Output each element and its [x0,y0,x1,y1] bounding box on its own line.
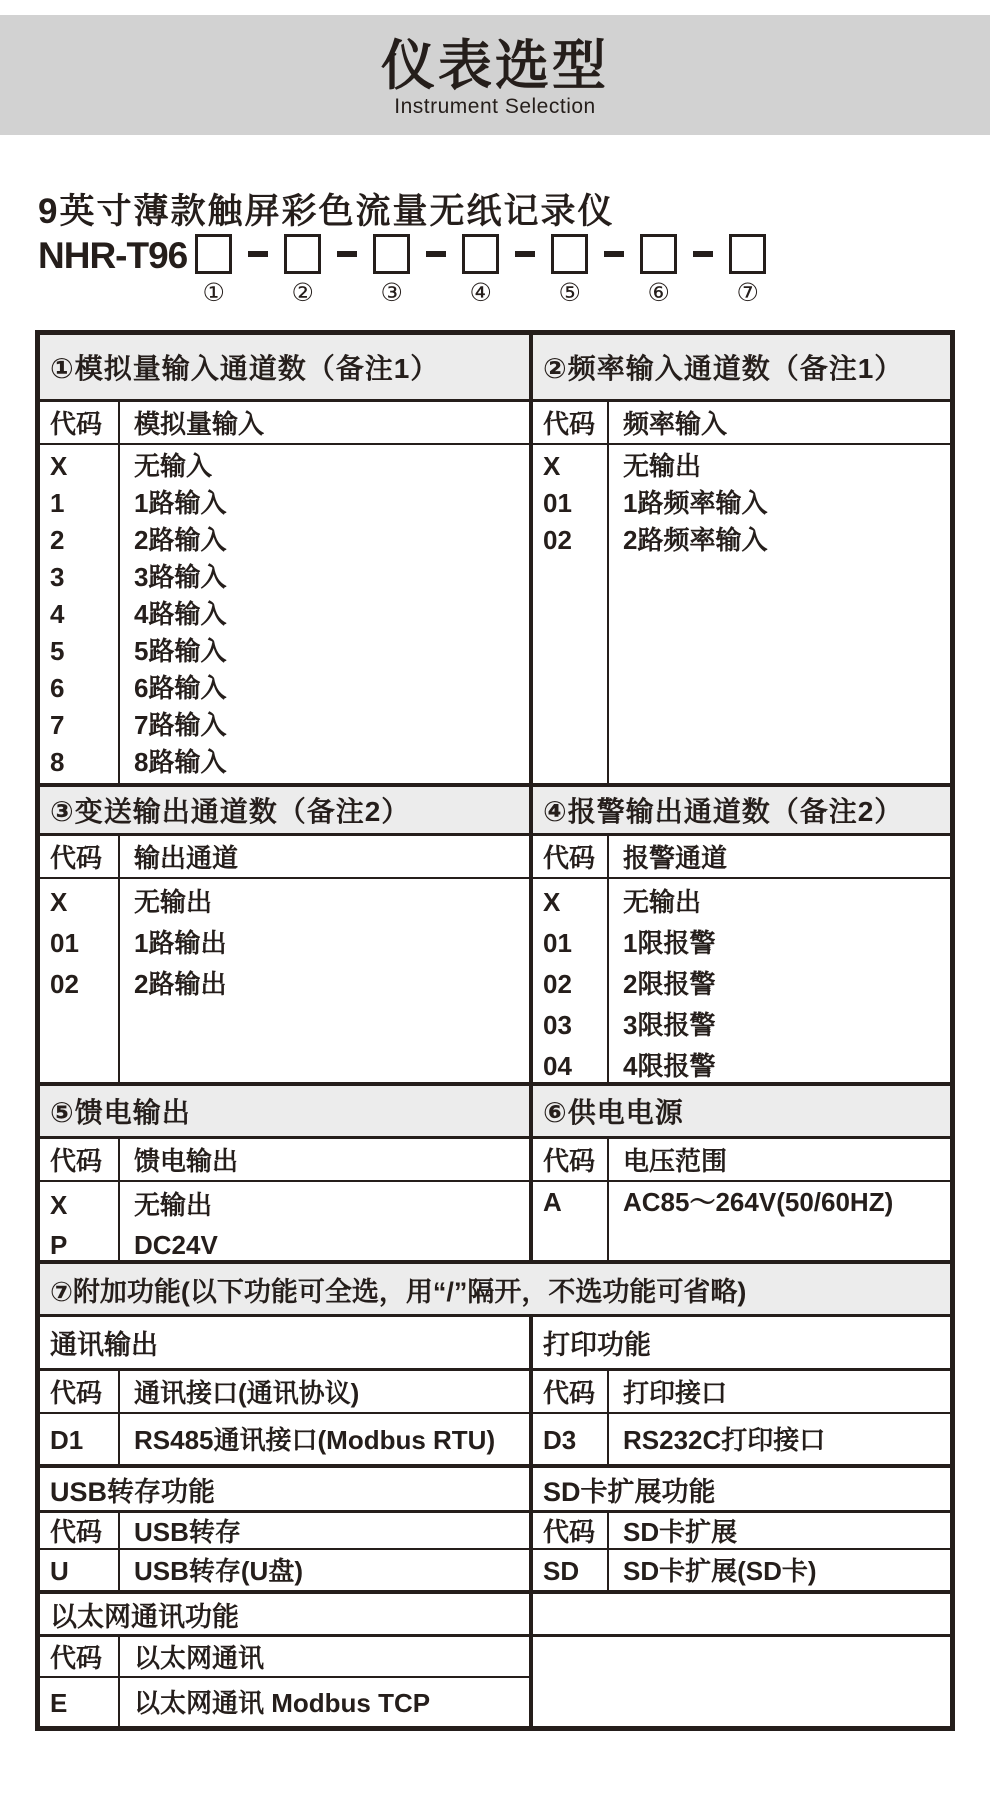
code-desc: RS485通讯接口(Modbus RTU) [134,1425,496,1455]
code-value: 01 [543,488,572,518]
code-value: 02 [543,525,572,555]
model-dash [248,251,268,257]
banner-subtitle: Instrument Selection [394,94,596,118]
body-band [40,1180,950,1260]
code-desc: RS232C打印接口 [623,1425,826,1455]
code-desc: SD卡扩展(SD卡) [623,1556,817,1586]
column-header-desc: 电压范围 [623,1146,728,1176]
model-code-row [38,234,766,306]
model-code-box [195,234,232,274]
code-value: 7 [50,710,65,740]
column-header-desc: 以太网通讯 [134,1643,265,1673]
column-header-code: 代码 [533,1513,609,1548]
model-code-box [373,234,410,274]
code-value: D3 [543,1425,577,1455]
section-header-band-7 [40,1260,950,1314]
column-header-code: 代码 [40,402,120,443]
model-code-box [729,234,766,274]
column-header-code: 代码 [533,1139,609,1180]
column-header-band [40,399,950,443]
desc-column [609,445,950,783]
body-band [40,877,950,1082]
code-value: 2 [50,525,65,555]
code-column [533,1550,609,1590]
model-dash [426,251,446,257]
code-desc: 无输出 [623,451,702,481]
code-value: 01 [50,928,79,958]
column-header-band [40,1510,950,1548]
column-header-desc: 报警通道 [623,843,728,873]
model-position-6 [640,234,677,306]
section-5-title: ⑤馈电输出 [50,1097,191,1128]
position-marker: ② [291,279,314,307]
desc-column [120,1182,529,1260]
code-desc: AC85～264V(50/60HZ) [623,1187,894,1217]
code-desc: 2路输出 [134,969,227,999]
code-value: A [543,1187,562,1217]
code-value: X [543,887,561,917]
code-desc: 8路输入 [134,747,227,777]
section-6-title: ⑥供电电源 [543,1097,684,1128]
position-marker: ⑤ [558,279,581,307]
column-header-code: 代码 [533,836,609,877]
code-column [40,1414,120,1464]
section-header-band-1-2 [40,335,950,399]
code-value: 4 [50,599,65,629]
section-2-title: ②频率输入通道数（备注1） [543,353,904,384]
column-header-desc: 模拟量输入 [134,409,265,439]
position-marker: ⑦ [736,279,759,307]
code-desc: 2限报警 [623,969,716,999]
code-desc: 无输出 [623,887,702,917]
model-dash [337,251,357,257]
code-column [40,1550,120,1590]
code-column [40,1678,120,1726]
column-header-code: 代码 [40,1371,120,1412]
section-7-title: ⑦附加功能(以下功能可全选，用“/”隔开，不选功能可省略) [40,1264,950,1314]
position-marker: ① [202,279,225,307]
desc-column [120,1550,529,1590]
code-column [533,445,609,783]
subsection-header-band [40,1590,950,1634]
code-value: U [50,1556,69,1586]
code-desc: 1路输入 [134,488,227,518]
code-value: 1 [50,488,65,518]
code-desc: 无输出 [134,1190,213,1220]
code-desc: 6路输入 [134,673,227,703]
code-desc: 3限报警 [623,1010,716,1040]
column-header-code: 代码 [40,1139,120,1180]
model-position-3 [373,234,410,306]
subsection-print-title: 打印功能 [543,1330,651,1360]
model-dash [604,251,624,257]
empty-cell [529,1594,950,1634]
model-position-7 [729,234,766,306]
column-header-desc: 输出通道 [134,843,239,873]
code-column [533,1414,609,1464]
code-value: 04 [543,1051,572,1081]
code-desc: 无输入 [134,451,213,481]
model-code-box [462,234,499,274]
body-band [40,443,950,783]
code-value: E [50,1688,68,1718]
selection-table [35,330,955,1731]
model-position-2 [284,234,321,306]
code-value: 5 [50,636,65,666]
column-header-desc: USB转存 [134,1517,241,1547]
code-desc: 4限报警 [623,1051,716,1081]
section-4-title: ④报警输出通道数（备注2） [543,796,904,827]
ethernet-band [40,1634,950,1726]
column-header-code: 代码 [40,1637,120,1676]
model-code-box [284,234,321,274]
code-value: D1 [50,1425,84,1455]
model-code-box [640,234,677,274]
subsection-usb-title: USB转存功能 [50,1476,216,1507]
code-value: 03 [543,1010,572,1040]
code-column [533,879,609,1082]
page-banner [0,15,990,135]
position-marker: ③ [380,279,403,307]
desc-column [609,1182,950,1260]
column-header-desc: 通讯接口(通讯协议) [134,1378,360,1408]
desc-column [120,1678,529,1726]
code-desc: 4路输入 [134,599,227,629]
code-value: 3 [50,562,65,592]
code-desc: 无输出 [134,887,213,917]
code-column [40,1182,120,1260]
column-header-band [40,1368,950,1412]
section-1-title: ①模拟量输入通道数（备注1） [50,353,440,384]
code-desc: 2路输入 [134,525,227,555]
column-header-code: 代码 [533,1371,609,1412]
body-band [40,1412,950,1464]
code-value: P [50,1230,68,1260]
code-value: X [50,887,68,917]
column-header-code: 代码 [40,1513,120,1548]
section-header-band-3-4 [40,783,950,833]
product-title: 9英寸薄款触屏彩色流量无纸记录仪 [38,192,615,231]
code-desc: 2路频率输入 [623,525,768,555]
section-3-title: ③变送输出通道数（备注2） [50,796,411,827]
code-value: 8 [50,747,65,777]
column-header-desc: SD卡扩展 [623,1517,738,1547]
code-desc: 1路输出 [134,928,227,958]
desc-column [120,445,529,783]
code-value: 01 [543,928,572,958]
desc-column [120,879,529,1082]
model-prefix: NHR-T96 [38,235,188,276]
code-desc: DC24V [134,1230,218,1260]
column-header-code: 代码 [40,836,120,877]
code-desc: 以太网通讯 Modbus TCP [134,1688,431,1718]
subsection-header-band [40,1314,950,1368]
model-dash [515,251,535,257]
position-marker: ⑥ [647,279,670,307]
column-header-desc: 打印接口 [623,1378,728,1408]
code-desc: USB转存(U盘) [134,1556,303,1586]
code-value: 02 [50,969,79,999]
column-header-band [40,1136,950,1180]
desc-column [609,1414,950,1464]
code-desc: 1限报警 [623,928,716,958]
code-desc: 7路输入 [134,710,227,740]
code-desc: 5路输入 [134,636,227,666]
empty-cell [529,1637,950,1726]
banner-title: 仪表选型 [381,35,609,96]
position-marker: ④ [469,279,492,307]
model-position-4 [462,234,499,306]
section-header-band-5-6 [40,1082,950,1136]
code-desc: 1路频率输入 [623,488,768,518]
code-value: X [50,1190,68,1220]
code-value: X [50,451,68,481]
model-code-box [551,234,588,274]
subsection-ethernet-title: 以太网通讯功能 [50,1601,239,1632]
column-header-desc: 频率输入 [623,409,728,439]
model-dash [693,251,713,257]
code-column [40,445,120,783]
column-header-band [40,833,950,877]
code-value: X [543,451,561,481]
code-value: SD [543,1556,580,1586]
code-column [533,1182,609,1260]
column-header-desc: 馈电输出 [134,1146,239,1176]
column-header-code: 代码 [533,402,609,443]
desc-column [609,879,950,1082]
code-desc: 3路输入 [134,562,227,592]
subsection-header-band [40,1464,950,1510]
model-position-5 [551,234,588,306]
subsection-sd-title: SD卡扩展功能 [543,1476,716,1507]
code-value: 6 [50,673,65,703]
desc-column [609,1550,950,1590]
subsection-comm-title: 通讯输出 [50,1330,158,1360]
body-band [40,1548,950,1590]
code-column [40,879,120,1082]
desc-column [120,1414,529,1464]
model-position-1 [195,234,232,306]
code-value: 02 [543,969,572,999]
